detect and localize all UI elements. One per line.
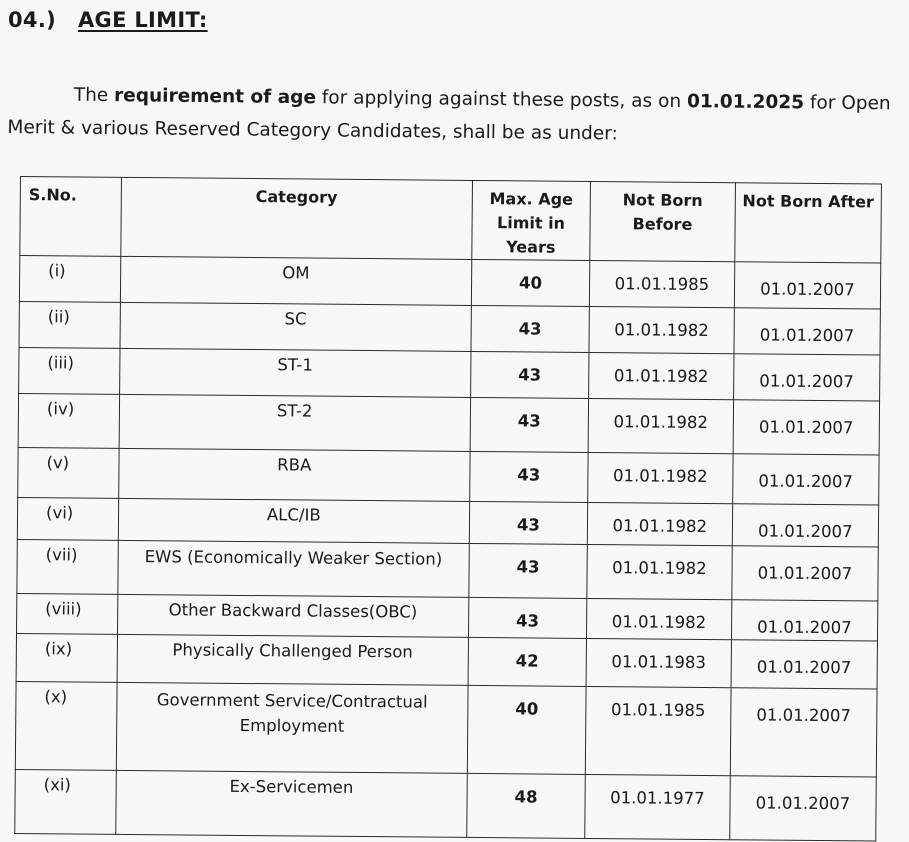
cell-sno: (x) [15, 681, 116, 770]
cell-sno: (ii) [19, 301, 120, 348]
cell-not-born-after: 01.01.2007 [733, 354, 880, 401]
table-row [19, 347, 880, 401]
cell-not-born-before: 01.01.1982 [587, 502, 732, 545]
cell-not-born-after: 01.01.2007 [732, 454, 879, 505]
cell-not-born-after: 01.01.2007 [731, 600, 878, 641]
cell-not-born-before: 01.01.1985 [589, 260, 734, 307]
table-header-row [20, 177, 882, 264]
table-row [19, 301, 880, 355]
cell-sno: (xi) [15, 769, 116, 834]
cell-category: EWS (Economically Weaker Section) [118, 540, 470, 597]
cell-max-age: 48 [467, 773, 586, 838]
table-row [15, 769, 877, 841]
header-category: Category [121, 177, 473, 259]
cell-sno: (viii) [17, 593, 118, 634]
cell-category: ALC/IB [118, 498, 469, 543]
intro-bold-requirement: requirement of age [114, 85, 317, 109]
cell-category: ST-1 [119, 348, 470, 397]
cell-max-age: 43 [471, 305, 590, 352]
cell-sno: (vi) [17, 497, 118, 540]
table-row [18, 447, 879, 505]
cell-not-born-before: 01.01.1982 [587, 598, 732, 639]
cell-not-born-before: 01.01.1982 [589, 306, 734, 353]
cell-not-born-after: 01.01.2007 [734, 308, 881, 355]
cell-max-age: 43 [470, 397, 589, 452]
cell-max-age: 43 [469, 543, 588, 598]
intro-bold-date: 01.01.2025 [686, 91, 805, 114]
header-sno: S.No. [20, 177, 121, 257]
cell-not-born-after: 01.01.2007 [732, 546, 879, 601]
table-row [19, 256, 880, 310]
table-row [16, 633, 877, 689]
cell-category: OM [120, 256, 471, 305]
cell-category: Physically Challenged Person [117, 634, 469, 685]
cell-category: RBA [118, 448, 470, 501]
cell-not-born-after: 01.01.2007 [730, 688, 877, 777]
cell-not-born-before: 01.01.1982 [587, 544, 732, 599]
cell-not-born-after: 01.01.2007 [732, 504, 879, 547]
intro-paragraph [7, 78, 903, 153]
cell-not-born-after: 01.01.2007 [731, 640, 878, 689]
cell-not-born-after: 01.01.2007 [729, 776, 876, 841]
table-body [15, 256, 881, 841]
cell-sno: (vii) [17, 539, 118, 594]
table-row [15, 681, 877, 777]
cell-not-born-before: 01.01.1982 [588, 398, 733, 453]
table-row [18, 393, 879, 455]
cell-not-born-after: 01.01.2007 [733, 400, 880, 455]
intro-text-1: The [73, 84, 115, 107]
cell-not-born-after: 01.01.2007 [734, 262, 881, 309]
cell-max-age: 40 [467, 685, 586, 774]
cell-max-age: 43 [470, 451, 589, 502]
intro-text-3: for Open Merit & various Reserved Category Candidates, shall be as under: [7, 92, 891, 145]
cell-sno: (ix) [16, 633, 117, 682]
header-max-age: Max. Age Limit in Years [472, 180, 591, 260]
cell-max-age: 40 [471, 259, 590, 306]
cell-category: ST-2 [119, 394, 471, 451]
cell-max-age: 43 [470, 351, 589, 398]
cell-category: Government Service/Contractual Employment [116, 682, 468, 773]
section-title: AGE LIMIT: [78, 8, 208, 32]
header-not-born-before: Not Born Before [590, 181, 735, 261]
cell-not-born-before: 01.01.1985 [585, 686, 730, 775]
cell-sno: (v) [18, 447, 119, 498]
cell-sno: (iv) [18, 393, 119, 448]
cell-category: SC [120, 302, 471, 351]
cell-not-born-before: 01.01.1977 [585, 774, 730, 839]
header-not-born-after: Not Born After [734, 183, 881, 263]
cell-max-age: 43 [469, 501, 588, 544]
cell-max-age: 42 [468, 637, 587, 686]
cell-sno: (i) [19, 256, 120, 303]
cell-max-age: 43 [468, 597, 587, 638]
cell-sno: (iii) [19, 347, 120, 394]
table-row [17, 497, 878, 547]
table-row [17, 539, 878, 601]
cell-not-born-before: 01.01.1983 [586, 638, 731, 687]
section-number: 04.) [8, 8, 56, 32]
age-limit-table [14, 176, 882, 841]
cell-not-born-before: 01.01.1982 [588, 452, 733, 503]
intro-text-2: for applying against these posts, as on [315, 87, 688, 113]
cell-not-born-before: 01.01.1982 [589, 352, 734, 399]
cell-category: Other Backward Classes(OBC) [117, 594, 468, 637]
cell-category: Ex-Servicemen [115, 770, 467, 837]
section-heading [8, 8, 208, 32]
